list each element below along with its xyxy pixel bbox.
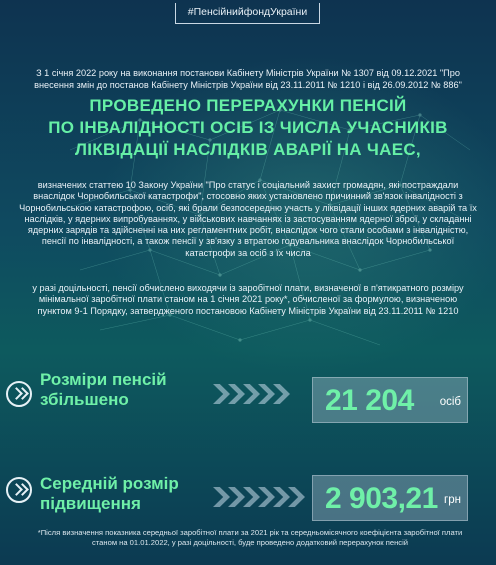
- pensions-increased-row: [0, 370, 496, 440]
- persons-count-box: [312, 377, 468, 423]
- calculation-text: у разі доцільності, пенсії обчислено виходячи із заробітної плати, визначеної в п'ятикратного розміру мінімальної заробітної плати станом на 1 січня 2021 року*, обчисленої за формулою, визначеною пунктом 9-1 Порядку, затвердженого постановою Кабінету Міністрів України від 23.11.2011 № 1210: [32, 283, 464, 316]
- chevron-arrows-icon: [213, 384, 288, 404]
- hashtag-label: #ПенсійнийфондУкраїни: [175, 3, 320, 24]
- double-chevron-right-circle-icon: [6, 381, 32, 407]
- chevron-arrows-icon: [213, 487, 303, 507]
- average-increase-value: 2 903,21: [325, 482, 438, 515]
- headline-line-3: ЛІКВІДАЦІЇ НАСЛІДКІВ АВАРІЇ НА ЧАЕС,: [75, 140, 421, 159]
- pensions-increased-label: Розміри пенсій збільшено: [40, 370, 167, 409]
- headline-line-2: ПО ІНВАЛІДНОСТІ ОСІБ ІЗ ЧИСЛА УЧАСНИКІВ: [48, 118, 448, 137]
- headline: [18, 95, 478, 161]
- average-increase-unit: грн: [444, 494, 461, 506]
- footnote: *Після визначення показника середньої заробітної плати за 2021 рік та середньомісячного коефіцієнта заробітної плати станом на 01.01.2022, у разі доцільності, буде проведено додатковий перерахунок пенсій: [37, 528, 463, 547]
- persons-count-unit: осіб: [439, 396, 461, 408]
- average-increase-row: [0, 465, 496, 535]
- persons-count-value: 21 204: [325, 384, 414, 417]
- eligibility-text: визначених статтею 10 Закону України "Про статус і соціальний захист громадян, які постраждали внаслідок Чорнобильської катастрофи", стосовно яких установлено причинний зв'язок інвалідності з Чорнобильською катастрофою, осіб, які брали безпосередню участь у ліквідації інших ядерних аварій та їх наслідків, у ядерних випробуваннях, у військових навчаннях із застосуванням ядерної зброї, у складанні ядерних зарядів та здійсненні на них регламентних робіт, внаслідок чого стали особами з інвалідністю, пенсії по інвалідності, а також пенсії у зв'язку з втратою годувальника внаслідок Чорнобильської катастрофи за осіб з їх числа: [19, 180, 477, 258]
- average-increase-label: Середній розмір підвищення: [40, 474, 179, 513]
- double-chevron-right-circle-icon: [6, 477, 32, 503]
- intro-text: З 1 січня 2022 року на виконання постанови Кабінету Міністрів України № 1307 від 09.12.2021 "Про внесення змін до постанов Кабінету Міністрів України від 23.11.2011 № 1210 і від 26.09.2012 № 886": [34, 68, 462, 90]
- headline-line-1: ПРОВЕДЕНО ПЕРЕРАХУНКИ ПЕНСІЙ: [89, 96, 407, 115]
- average-increase-box: [312, 475, 468, 521]
